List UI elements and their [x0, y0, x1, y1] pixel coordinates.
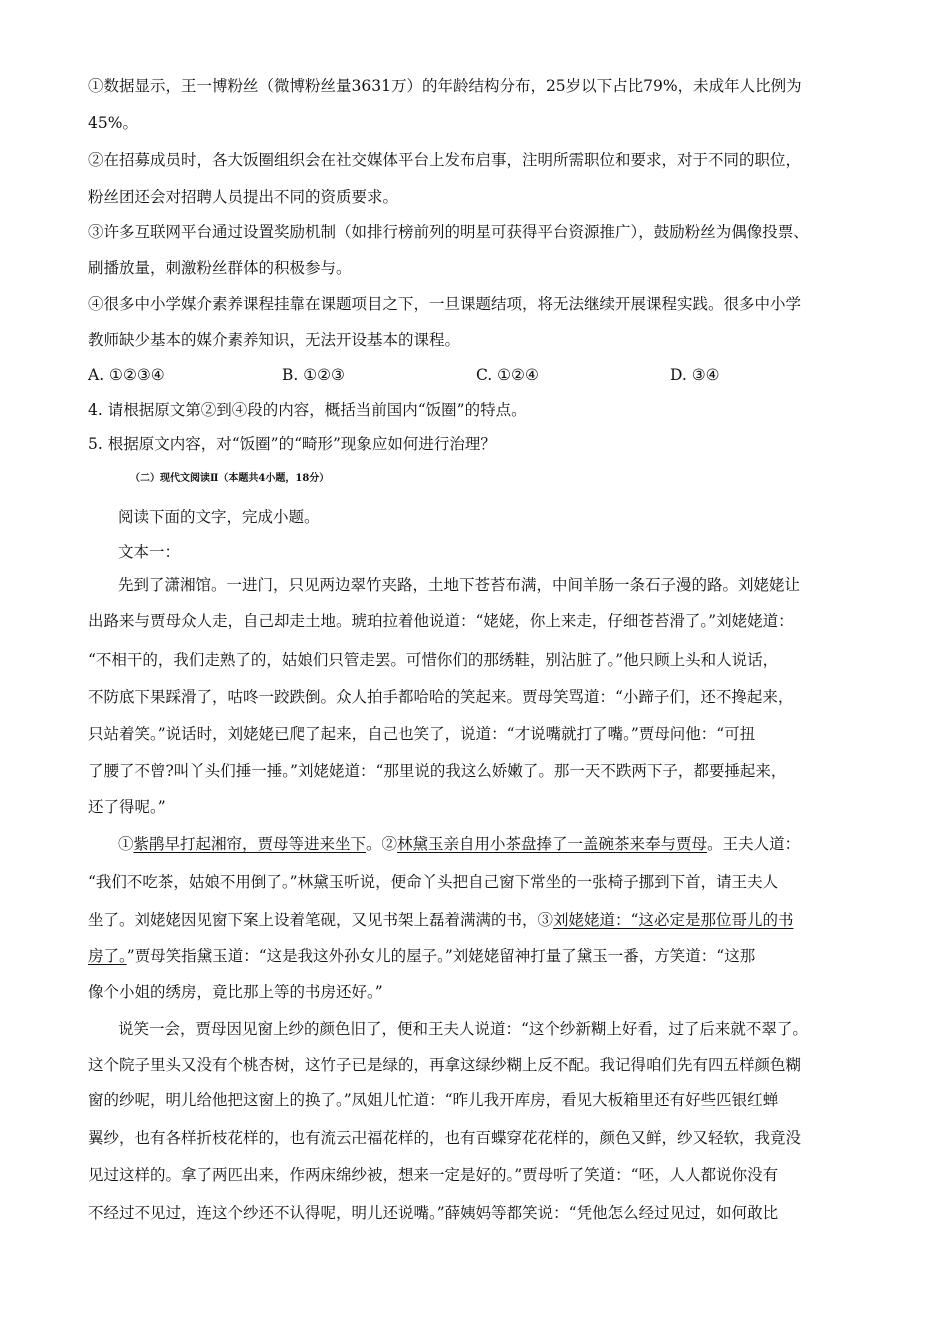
- section-heading: （二）现代文阅读Ⅱ（本题共4小题，18分）: [130, 473, 330, 484]
- p3-line-6: 不经过不见过，连这个纱还不认得呢，明儿还说嘴。”薛姨妈等都笑说：“凭他怎么经过见过，如何敢比: [88, 1204, 779, 1222]
- item-2-line-2: 粉丝团还会对招聘人员提出不同的资质要求。: [88, 188, 399, 206]
- question-4: 4. 请根据原文第②到④段的内容，概括当前国内“饭圈”的特点。: [88, 401, 527, 419]
- p3-line-2: 这个院子里头又没有个桃杏树，这竹子已是绿的，再拿这绿纱糊上反不配。我记得咱们先有四五样颜色糊: [88, 1056, 802, 1074]
- question-5: 5. 根据原文内容，对“饭圈”的“畸形”现象应如何进行治理？: [88, 435, 496, 453]
- p3-line-3: 窗的纱呢，明儿给他把这窗上的换了。”凤姐儿忙道：“昨儿我开库房，看见大板箱里还有好些匹银红蝉: [88, 1091, 779, 1109]
- item-4-line-1: ④很多中小学媒介素养课程挂靠在课题项目之下，一旦课题结项，将无法继续开展课程实践。很多中小学: [88, 295, 802, 313]
- p3-line-4: 翼纱，也有各样折枝花样的，也有流云卍福花样的，也有百蝶穿花花样的，颜色又鲜，纱又轻软，我竟没: [88, 1129, 802, 1147]
- p2-marker-2: 。②: [366, 835, 398, 853]
- item-1-line-1: ①数据显示，王一博粉丝（微博粉丝量3631万）的年龄结构分布，25岁以下占比79%，未成年人比例为: [88, 77, 802, 95]
- p1-line-7: 还了得呢。”: [88, 798, 166, 816]
- p3-line-5: 见过这样的。拿了两匹出来，作两床绵纱被，想来一定是好的。”贾母听了笑道：“呸，人人都说你没有: [88, 1166, 779, 1184]
- p2-line-4-text: ”贾母笑指黛玉道：“这是我这外孙女儿的屋子。”刘姥姥留神打量了黛玉一番，方笑道：“这那: [126, 947, 756, 965]
- item-2-line-1: ②在招募成员时，各大饭圈组织会在社交媒体平台上发布启事，注明所需职位和要求，对于不同的职位，: [88, 151, 802, 169]
- p2-line-1-tail: 。王夫人道：: [707, 835, 801, 853]
- option-c: C. ①②④: [476, 366, 539, 384]
- item-4-line-2: 教师缺少基本的媒介素养知识，无法开设基本的课程。: [88, 331, 461, 349]
- section-intro: 阅读下面的文字，完成小题。: [118, 508, 320, 526]
- option-a: A. ①②③④: [88, 366, 165, 384]
- p2-marker-1: ①: [118, 835, 134, 853]
- underlined-sentence-2: 林黛玉亲自用小茶盘捧了一盖碗茶来奉与贾母: [397, 835, 708, 853]
- p1-line-5: 只站着笑。”说话时，刘姥姥已爬了起来，自己也笑了，说道：“才说嘴就打了嘴。”贾母问他：“可扭: [88, 725, 756, 743]
- p1-line-6: 了腰了不曾?叫丫头们捶一捶。”刘姥姥道：“那里说的我这么娇嫩了。那一天不跌两下子，都要捶起来，: [88, 762, 787, 780]
- option-b: B. ①②③: [282, 366, 345, 384]
- underlined-sentence-3-end: 房了。: [88, 947, 127, 965]
- p2-line-2: “我们不吃茶，姑娘不用倒了。”林黛玉听说，便命丫头把自己窗下常坐的一张椅子挪到下首，请王夫人: [88, 873, 779, 891]
- item-1-line-2: 45%。: [88, 114, 138, 132]
- text-label: 文本一：: [118, 543, 181, 561]
- p2-line-3: [88, 910, 868, 930]
- p1-line-2: 出路来与贾母众人走，自己却走土地。琥珀拉着他说道：“姥姥，你上来走，仔细苍苔滑了。”刘姥姥道：: [88, 612, 794, 630]
- option-d: D. ③④: [670, 366, 720, 384]
- item-3-line-2: 刷播放量，刺激粉丝群体的积极参与。: [88, 259, 352, 277]
- underlined-sentence-1: 紫鹃早打起湘帘，贾母等进来坐下: [133, 835, 367, 853]
- p2-line-4: [88, 946, 868, 966]
- p2-line-1: [118, 834, 868, 854]
- p1-line-1: 先到了潇湘馆。一进门，只见两边翠竹夹路，土地下苍苔布满，中间羊肠一条石子漫的路。刘姥姥让: [118, 576, 801, 594]
- underlined-sentence-3: 刘姥姥道：“这必定是那位哥儿的书: [553, 911, 794, 929]
- item-3-line-1: ③许多互联网平台通过设置奖励机制（如排行榜前列的明星可获得平台资源推广），鼓励粉丝为偶像投票、: [88, 223, 809, 241]
- p1-line-3: “不相干的，我们走熟了的，姑娘们只管走罢。可惜你们的那绣鞋，别沾脏了。”他只顾上头和人说话，: [88, 651, 779, 669]
- p2-line-3-text: 坐了。刘姥姥因见窗下案上设着笔砚，又见书架上磊着满满的书，③: [88, 911, 554, 929]
- p1-line-4: 不防底下果踩滑了，咕咚一跤跌倒。众人拍手都哈哈的笑起来。贾母笑骂道：“小蹄子们，还不搀起来，: [88, 688, 794, 706]
- p2-line-5: 像个小姐的绣房，竟比那上等的书房还好。”: [88, 983, 383, 1001]
- p3-line-1: 说笑一会，贾母因见窗上纱的颜色旧了，便和王夫人说道：“这个纱新糊上好看，过了后来就不翠了。: [118, 1020, 808, 1038]
